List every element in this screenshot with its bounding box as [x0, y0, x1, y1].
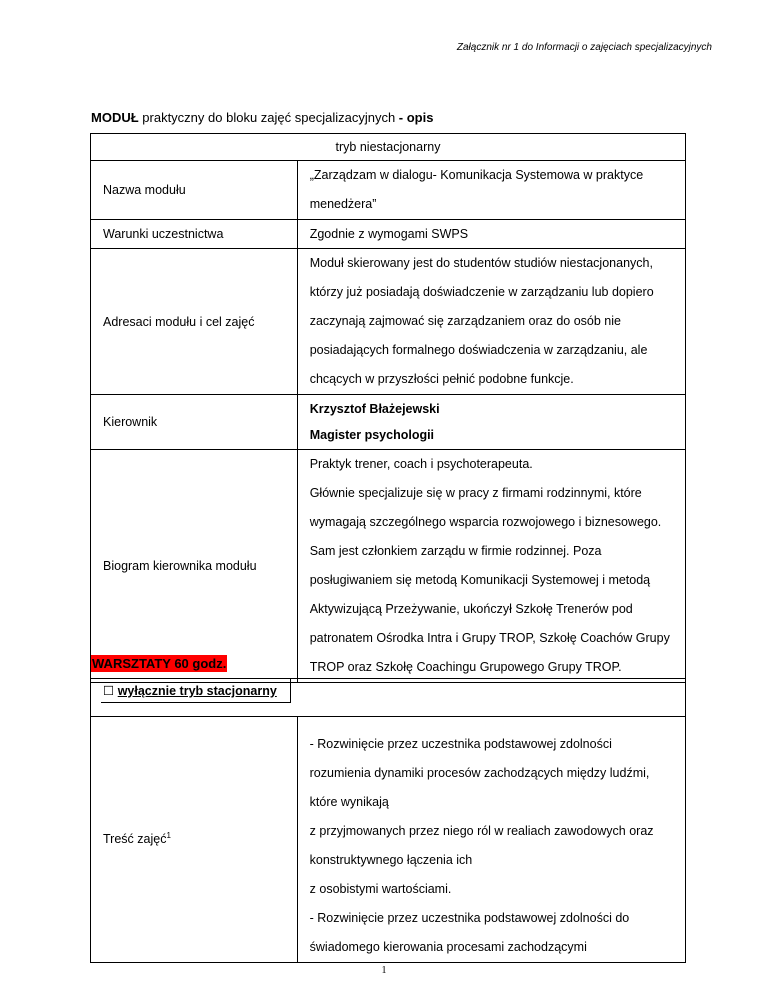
biogram-text: Głównie specjalizuje się w pracy z firmami rodzinnymi, które wymagają szczególnego wsparcia rozwojowego i biznesowego. Sam jest członkiem zarządu w firmie rodzinnej. Poza posługiwaniem się metodą Komunikacji Systemowej i metodą Aktywizującą Przeżywanie, ukończył Szkołę Trenerów pod patronatem Ośrodka Intra i Grupy TROP, Szkołę Coachów Grupy TROP oraz Szkołę Coachingu Grupowego Grupy TROP.	[309, 486, 670, 674]
content-label-cell	[91, 716, 298, 963]
title-bold-module: MODUŁ	[91, 110, 139, 125]
page-header: Załącznik nr 1 do Informacji o zajęciach specjalizacyjnych	[456, 42, 712, 53]
row-value-kierownik	[297, 395, 685, 450]
title-bold-opis: - opis	[398, 110, 434, 125]
content-line-3: z osobistymi wartościami.	[309, 882, 452, 896]
workshop-content-table	[90, 716, 686, 963]
module-info-table	[90, 133, 686, 683]
manager-name: Krzysztof Błażejewski	[309, 402, 440, 416]
workshop-mode-box	[90, 678, 686, 717]
content-line-2: z przyjmowanych przez niego ról w realiach zawodowych oraz konstruktywnego łączenia ich	[309, 824, 654, 867]
content-line-4: - Rozwinięcie przez uczestnika podstawowej zdolności do świadomego kierowania procesami zachodzącymi	[309, 911, 630, 954]
footnote-mark: 1	[166, 831, 171, 841]
row-label-adresaci: Adresaci modułu i cel zajęć	[91, 249, 298, 395]
row-value-biogram	[297, 450, 685, 683]
manager-degree: Magister psychologii	[309, 428, 435, 442]
row-value-nazwa: „Zarządzam w dialogu- Komunikacja Systemowa w praktyce menedżera”	[297, 161, 685, 220]
workshop-mode-label	[101, 679, 291, 703]
content-value-cell	[297, 716, 685, 963]
biogram-first-line: Praktyk trener, coach i psychoterapeuta.	[309, 457, 533, 471]
row-label-kierownik: Kierownik	[91, 395, 298, 450]
document-title	[91, 110, 433, 125]
checkbox-icon: ☐	[103, 684, 115, 698]
row-value-adresaci: Moduł skierowany jest do studentów studiów niestacjonanych, którzy już posiadają doświadczenie w zarządzaniu lub dopiero zaczynają zajmować się zarządzaniem oraz do osób nie posiadających formalnego doświadczenia w zarządzaniu, ale chcących w przyszłości pełnić podobne funkcje.	[297, 249, 685, 395]
page-number: 1	[381, 965, 387, 976]
row-label-nazwa: Nazwa modułu	[91, 161, 298, 220]
workshop-heading: WARSZTATY 60 godz.	[92, 656, 227, 671]
title-middle: praktyczny do bloku zajęć specjalizacyjnych	[138, 110, 399, 125]
row-value-warunki: Zgodnie z wymogami SWPS	[297, 220, 685, 249]
content-label: Treść zajęć	[103, 832, 167, 847]
mode-header-cell: tryb niestacjonarny	[91, 134, 686, 161]
row-label-biogram: Biogram kierownika modułu	[91, 450, 298, 683]
workshop-mode-text: wyłącznie tryb stacjonarny	[117, 684, 277, 698]
row-label-warunki: Warunki uczestnictwa	[91, 220, 298, 249]
content-line-1: - Rozwinięcie przez uczestnika podstawowej zdolności rozumienia dynamiki procesów zachodzących między ludźmi, które wynikają	[309, 737, 650, 809]
